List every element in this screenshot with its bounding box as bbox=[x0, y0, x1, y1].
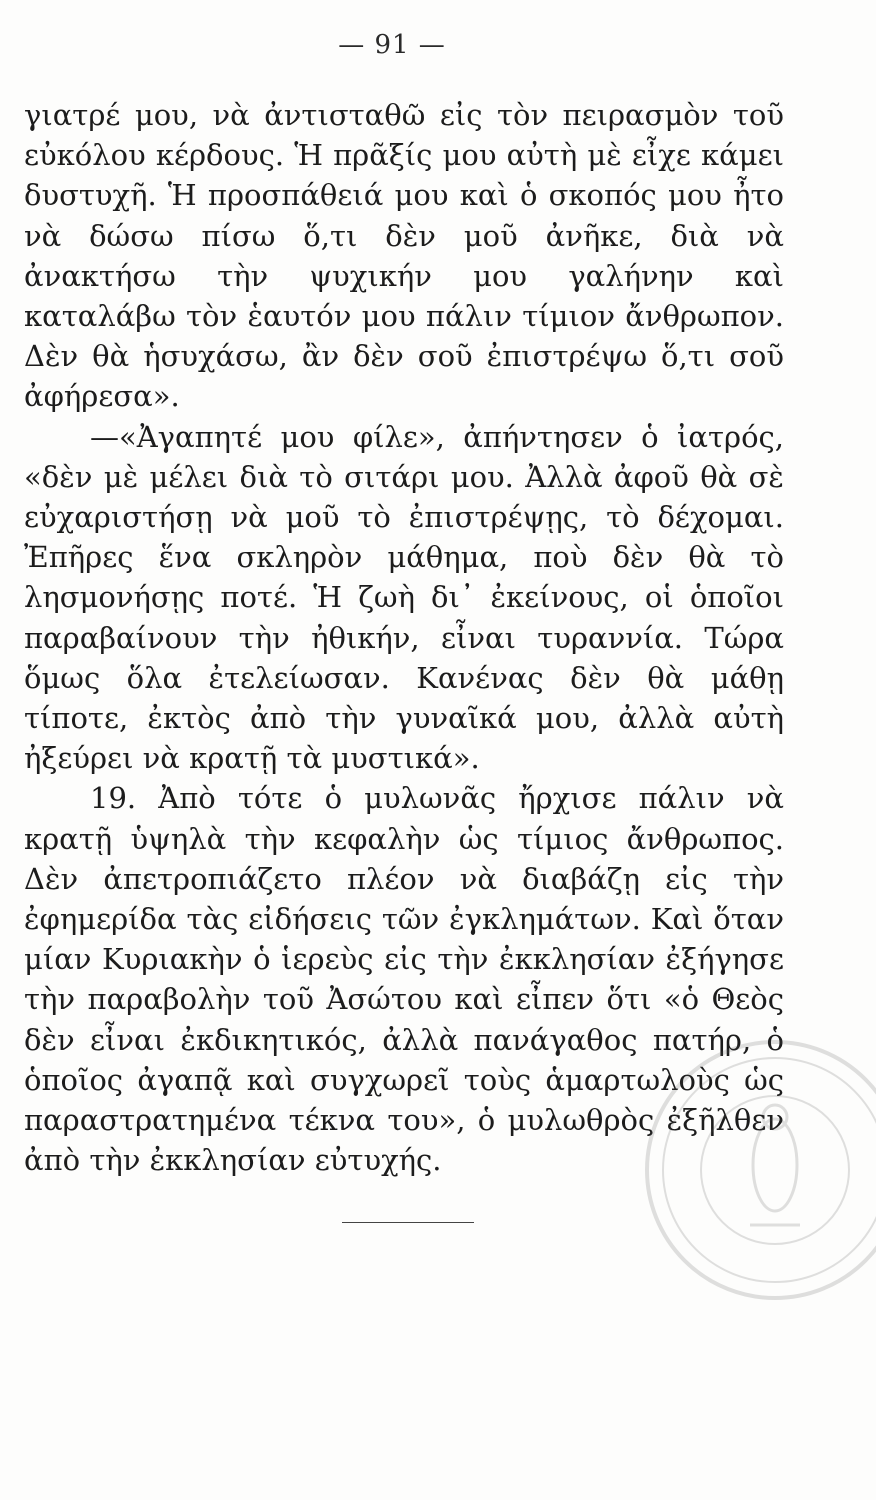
body-text bbox=[24, 95, 784, 1180]
page-number: — 91 — bbox=[338, 30, 446, 60]
paragraph-2: —«Ἀγαπητέ μου φίλε», ἀπήντησεν ὁ ἰατρός, «δὲν μὲ μέλει διὰ τὸ σιτάρι μου. Ἀλλὰ ἀφοῦ θὰ σὲ εὐχαριστήσῃ νὰ μοῦ τὸ ἐπιστρέψῃς, τὸ δέχομαι. Ἐπῆρες ἕνα σκληρὸν μάθημα, ποὺ δὲν θὰ τὸ λησμονήσῃς ποτέ. Ἡ ζωὴ δι᾿ ἐκείνους, οἱ ὁποῖοι παραβαίνουν τὴν ἠθικήν, εἶναι τυραννία. Τώρα ὅμως ὅλα ἐτελείωσαν. Κανένας δὲν θὰ μάθῃ τίποτε, ἐκτὸς ἀπὸ τὴν γυναῖκά μου, ἀλλὰ αὐτὴ ἠξεύρει νὰ κρατῇ τὰ μυστικά». bbox=[24, 419, 784, 776]
end-rule bbox=[342, 1222, 474, 1223]
paragraph-3: 19. Ἀπὸ τότε ὁ μυλωνᾶς ἤρχισε πάλιν νὰ κρατῇ ὑψηλὰ τὴν κεφαλὴν ὡς τίμιος ἄνθρωπος. Δὲν ἀπετροπιάζετο πλέον νὰ διαβάζῃ εἰς τὴν ἐφημερίδα τὰς εἰδήσεις τῶν ἐγκλημάτων. Καὶ ὅταν μίαν Κυριακὴν ὁ ἱερεὺς εἰς τὴν ἐκκλησίαν ἐξήγησε τὴν παραβολὴν τοῦ Ἀσώτου καὶ εἶπεν ὅτι «ὁ Θεὸς δὲν εἶναι ἐκδικητικός, ἀλλὰ πανάγαθος πατήρ, ὁ ὁποῖος ἀγαπᾷ καὶ συγχωρεῖ τοὺς ἁμαρτωλοὺς ὡς παραστρατημένα τέκνα του», ὁ μυλωθρὸς ἐξῆλθεν ἀπὸ τὴν ἐκκλησίαν εὐτυχής. bbox=[24, 781, 784, 1178]
library-stamp-icon bbox=[640, 1035, 876, 1305]
paragraph-1: γιατρέ μου, νὰ ἀντισταθῶ εἰς τὸν πειρασμὸν τοῦ εὐκόλου κέρδους. Ἡ πρᾶξίς μου αὐτὴ μὲ εἶχε κάμει δυστυχῆ. Ἡ προσπάθειά μου καὶ ὁ σκοπός μου ἦτο νὰ δώσω πίσω ὅ,τι δὲν μοῦ ἀνῆκε, διὰ νὰ ἀνακτήσω τὴν ψυχικήν μου γαλήνην καὶ καταλάβω τὸν ἑαυτόν μου πάλιν τίμιον ἄνθρωπον. Δὲν θὰ ἡσυχάσω, ἂν δὲν σοῦ ἐπιστρέψω ὅ,τι σοῦ ἀφήρεσα». bbox=[24, 98, 784, 414]
